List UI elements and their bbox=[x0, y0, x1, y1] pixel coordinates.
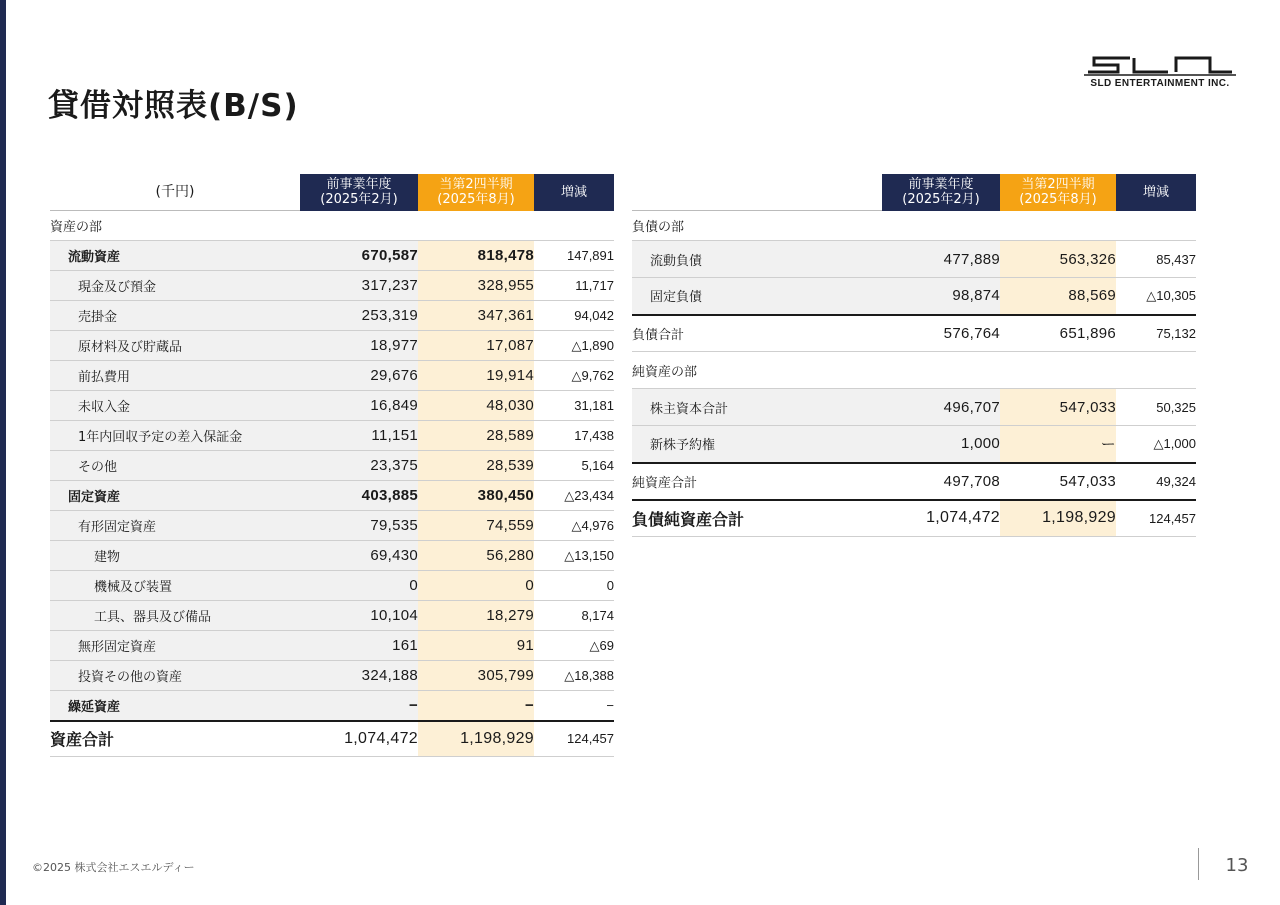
change-value: △9,762 bbox=[534, 361, 614, 391]
asset-row bbox=[50, 331, 614, 361]
row-label: 1年内回収予定の差入保証金 bbox=[50, 421, 300, 451]
sld-logo-mark-icon bbox=[1082, 52, 1238, 78]
asset-row bbox=[50, 241, 614, 271]
header-current-period bbox=[418, 174, 534, 211]
row-label: 資産合計 bbox=[50, 721, 300, 757]
row-label: 負債合計 bbox=[632, 315, 882, 352]
prev-value: 496,707 bbox=[882, 389, 1000, 426]
change-value: △10,305 bbox=[1116, 278, 1196, 315]
current-value: ー bbox=[1000, 426, 1116, 463]
change-value: 75,132 bbox=[1116, 315, 1196, 352]
asset-row bbox=[50, 361, 614, 391]
current-value: 1,198,929 bbox=[1000, 500, 1116, 537]
row-label: 投資その他の資産 bbox=[50, 661, 300, 691]
header-prev-text: 前事業年度 (2025年2月) bbox=[320, 177, 398, 208]
row-label: 純資産の部 bbox=[632, 352, 882, 389]
page-title: 貸借対照表(B/S) bbox=[48, 88, 299, 124]
current-value: 563,326 bbox=[1000, 241, 1116, 278]
change-value: − bbox=[534, 691, 614, 721]
prev-value: 497,708 bbox=[882, 463, 1000, 500]
header-prev-text: 前事業年度 (2025年2月) bbox=[902, 177, 980, 208]
prev-value: 670,587 bbox=[300, 241, 418, 271]
prev-value: 98,874 bbox=[882, 278, 1000, 315]
prev-value: 477,889 bbox=[882, 241, 1000, 278]
asset-row bbox=[50, 421, 614, 451]
change-value: 17,438 bbox=[534, 421, 614, 451]
change-value: 124,457 bbox=[534, 721, 614, 757]
current-value: 28,589 bbox=[418, 421, 534, 451]
assets-table bbox=[50, 174, 614, 757]
row-label: 資産の部 bbox=[50, 211, 300, 241]
row-label: 無形固定資産 bbox=[50, 631, 300, 661]
header-prev-period bbox=[882, 174, 1000, 211]
current-value: 547,033 bbox=[1000, 389, 1116, 426]
logo-text: SLD ENTERTAINMENT INC. bbox=[1090, 78, 1230, 89]
current-value: 547,033 bbox=[1000, 463, 1116, 500]
prev-value: 16,849 bbox=[300, 391, 418, 421]
row-label: 流動資産 bbox=[50, 241, 300, 271]
row-label: 原材料及び貯蔵品 bbox=[50, 331, 300, 361]
asset-row bbox=[50, 391, 614, 421]
current-value: 88,569 bbox=[1000, 278, 1116, 315]
liabilities-table bbox=[632, 174, 1196, 537]
unit-label-blank bbox=[632, 174, 882, 211]
header-prev-period bbox=[300, 174, 418, 211]
asset-row bbox=[50, 481, 614, 511]
change-value: 94,042 bbox=[534, 301, 614, 331]
prev-value: − bbox=[300, 691, 418, 721]
change-value: △13,150 bbox=[534, 541, 614, 571]
current-value: 1,198,929 bbox=[418, 721, 534, 757]
asset-row bbox=[50, 571, 614, 601]
row-label: 前払費用 bbox=[50, 361, 300, 391]
change-value: △1,000 bbox=[1116, 426, 1196, 463]
current-value bbox=[1000, 211, 1116, 241]
row-label: 機械及び装置 bbox=[50, 571, 300, 601]
change-value: 8,174 bbox=[534, 601, 614, 631]
liability-row bbox=[632, 278, 1196, 315]
prev-value: 317,237 bbox=[300, 271, 418, 301]
change-value: △4,976 bbox=[534, 511, 614, 541]
row-label: 純資産合計 bbox=[632, 463, 882, 500]
page-number-divider bbox=[1198, 848, 1199, 880]
header-cur-text: 当第2四半期 (2025年8月) bbox=[437, 177, 515, 208]
liability-row bbox=[632, 352, 1196, 389]
prev-value: 576,764 bbox=[882, 315, 1000, 352]
left-accent-bar bbox=[0, 0, 6, 905]
row-label: 負債純資産合計 bbox=[632, 500, 882, 537]
row-label: 負債の部 bbox=[632, 211, 882, 241]
prev-value bbox=[882, 211, 1000, 241]
change-value: 50,325 bbox=[1116, 389, 1196, 426]
liability-row bbox=[632, 389, 1196, 426]
current-value: − bbox=[418, 691, 534, 721]
prev-value: 1,000 bbox=[882, 426, 1000, 463]
header-cur-text: 当第2四半期 (2025年8月) bbox=[1019, 177, 1097, 208]
change-value: △69 bbox=[534, 631, 614, 661]
change-value: △23,434 bbox=[534, 481, 614, 511]
company-logo bbox=[1082, 52, 1238, 92]
prev-value bbox=[882, 352, 1000, 389]
row-label: 有形固定資産 bbox=[50, 511, 300, 541]
change-value: 49,324 bbox=[1116, 463, 1196, 500]
current-value: 818,478 bbox=[418, 241, 534, 271]
change-value: 31,181 bbox=[534, 391, 614, 421]
prev-value: 324,188 bbox=[300, 661, 418, 691]
row-label: 工具、器具及び備品 bbox=[50, 601, 300, 631]
liability-row bbox=[632, 463, 1196, 500]
change-value bbox=[1116, 352, 1196, 389]
asset-row bbox=[50, 211, 614, 241]
liability-row bbox=[632, 315, 1196, 352]
asset-row bbox=[50, 301, 614, 331]
prev-value: 161 bbox=[300, 631, 418, 661]
current-value: 651,896 bbox=[1000, 315, 1116, 352]
asset-row bbox=[50, 271, 614, 301]
asset-row bbox=[50, 511, 614, 541]
current-value: 18,279 bbox=[418, 601, 534, 631]
prev-value: 0 bbox=[300, 571, 418, 601]
copyright-footer: ©2025 株式会社エスエルディー bbox=[32, 861, 195, 874]
change-value: 5,164 bbox=[534, 451, 614, 481]
prev-value: 11,151 bbox=[300, 421, 418, 451]
liability-row bbox=[632, 500, 1196, 537]
change-value: 124,457 bbox=[1116, 500, 1196, 537]
change-value bbox=[1116, 211, 1196, 241]
header-current-period bbox=[1000, 174, 1116, 211]
prev-value: 1,074,472 bbox=[882, 500, 1000, 537]
prev-value bbox=[300, 211, 418, 241]
change-value: △1,890 bbox=[534, 331, 614, 361]
change-value: 85,437 bbox=[1116, 241, 1196, 278]
current-value: 347,361 bbox=[418, 301, 534, 331]
row-label: 固定資産 bbox=[50, 481, 300, 511]
prev-value: 23,375 bbox=[300, 451, 418, 481]
prev-value: 69,430 bbox=[300, 541, 418, 571]
asset-row bbox=[50, 721, 614, 757]
current-value: 74,559 bbox=[418, 511, 534, 541]
row-label: 繰延資産 bbox=[50, 691, 300, 721]
row-label: 未収入金 bbox=[50, 391, 300, 421]
prev-value: 1,074,472 bbox=[300, 721, 418, 757]
row-label: 建物 bbox=[50, 541, 300, 571]
current-value: 56,280 bbox=[418, 541, 534, 571]
current-value: 328,955 bbox=[418, 271, 534, 301]
current-value: 380,450 bbox=[418, 481, 534, 511]
header-change: 増減 bbox=[1116, 174, 1196, 211]
asset-row bbox=[50, 451, 614, 481]
prev-value: 253,319 bbox=[300, 301, 418, 331]
row-label: 株主資本合計 bbox=[632, 389, 882, 426]
header-change: 増減 bbox=[534, 174, 614, 211]
change-value: △18,388 bbox=[534, 661, 614, 691]
row-label: 流動負債 bbox=[632, 241, 882, 278]
prev-value: 29,676 bbox=[300, 361, 418, 391]
asset-row bbox=[50, 661, 614, 691]
current-value bbox=[1000, 352, 1116, 389]
row-label: 現金及び預金 bbox=[50, 271, 300, 301]
change-value: 11,717 bbox=[534, 271, 614, 301]
row-label: 新株予約権 bbox=[632, 426, 882, 463]
prev-value: 79,535 bbox=[300, 511, 418, 541]
row-label: 売掛金 bbox=[50, 301, 300, 331]
row-label: 固定負債 bbox=[632, 278, 882, 315]
change-value: 147,891 bbox=[534, 241, 614, 271]
change-value bbox=[534, 211, 614, 241]
asset-row bbox=[50, 691, 614, 721]
page-number: 13 bbox=[1225, 855, 1249, 876]
liability-row bbox=[632, 241, 1196, 278]
change-value: 0 bbox=[534, 571, 614, 601]
asset-row bbox=[50, 601, 614, 631]
current-value bbox=[418, 211, 534, 241]
liability-row bbox=[632, 211, 1196, 241]
prev-value: 403,885 bbox=[300, 481, 418, 511]
current-value: 0 bbox=[418, 571, 534, 601]
asset-row bbox=[50, 631, 614, 661]
liability-row bbox=[632, 426, 1196, 463]
current-value: 19,914 bbox=[418, 361, 534, 391]
current-value: 305,799 bbox=[418, 661, 534, 691]
current-value: 91 bbox=[418, 631, 534, 661]
current-value: 17,087 bbox=[418, 331, 534, 361]
current-value: 48,030 bbox=[418, 391, 534, 421]
prev-value: 10,104 bbox=[300, 601, 418, 631]
asset-row bbox=[50, 541, 614, 571]
prev-value: 18,977 bbox=[300, 331, 418, 361]
current-value: 28,539 bbox=[418, 451, 534, 481]
unit-label: (千円) bbox=[50, 174, 300, 211]
row-label: その他 bbox=[50, 451, 300, 481]
